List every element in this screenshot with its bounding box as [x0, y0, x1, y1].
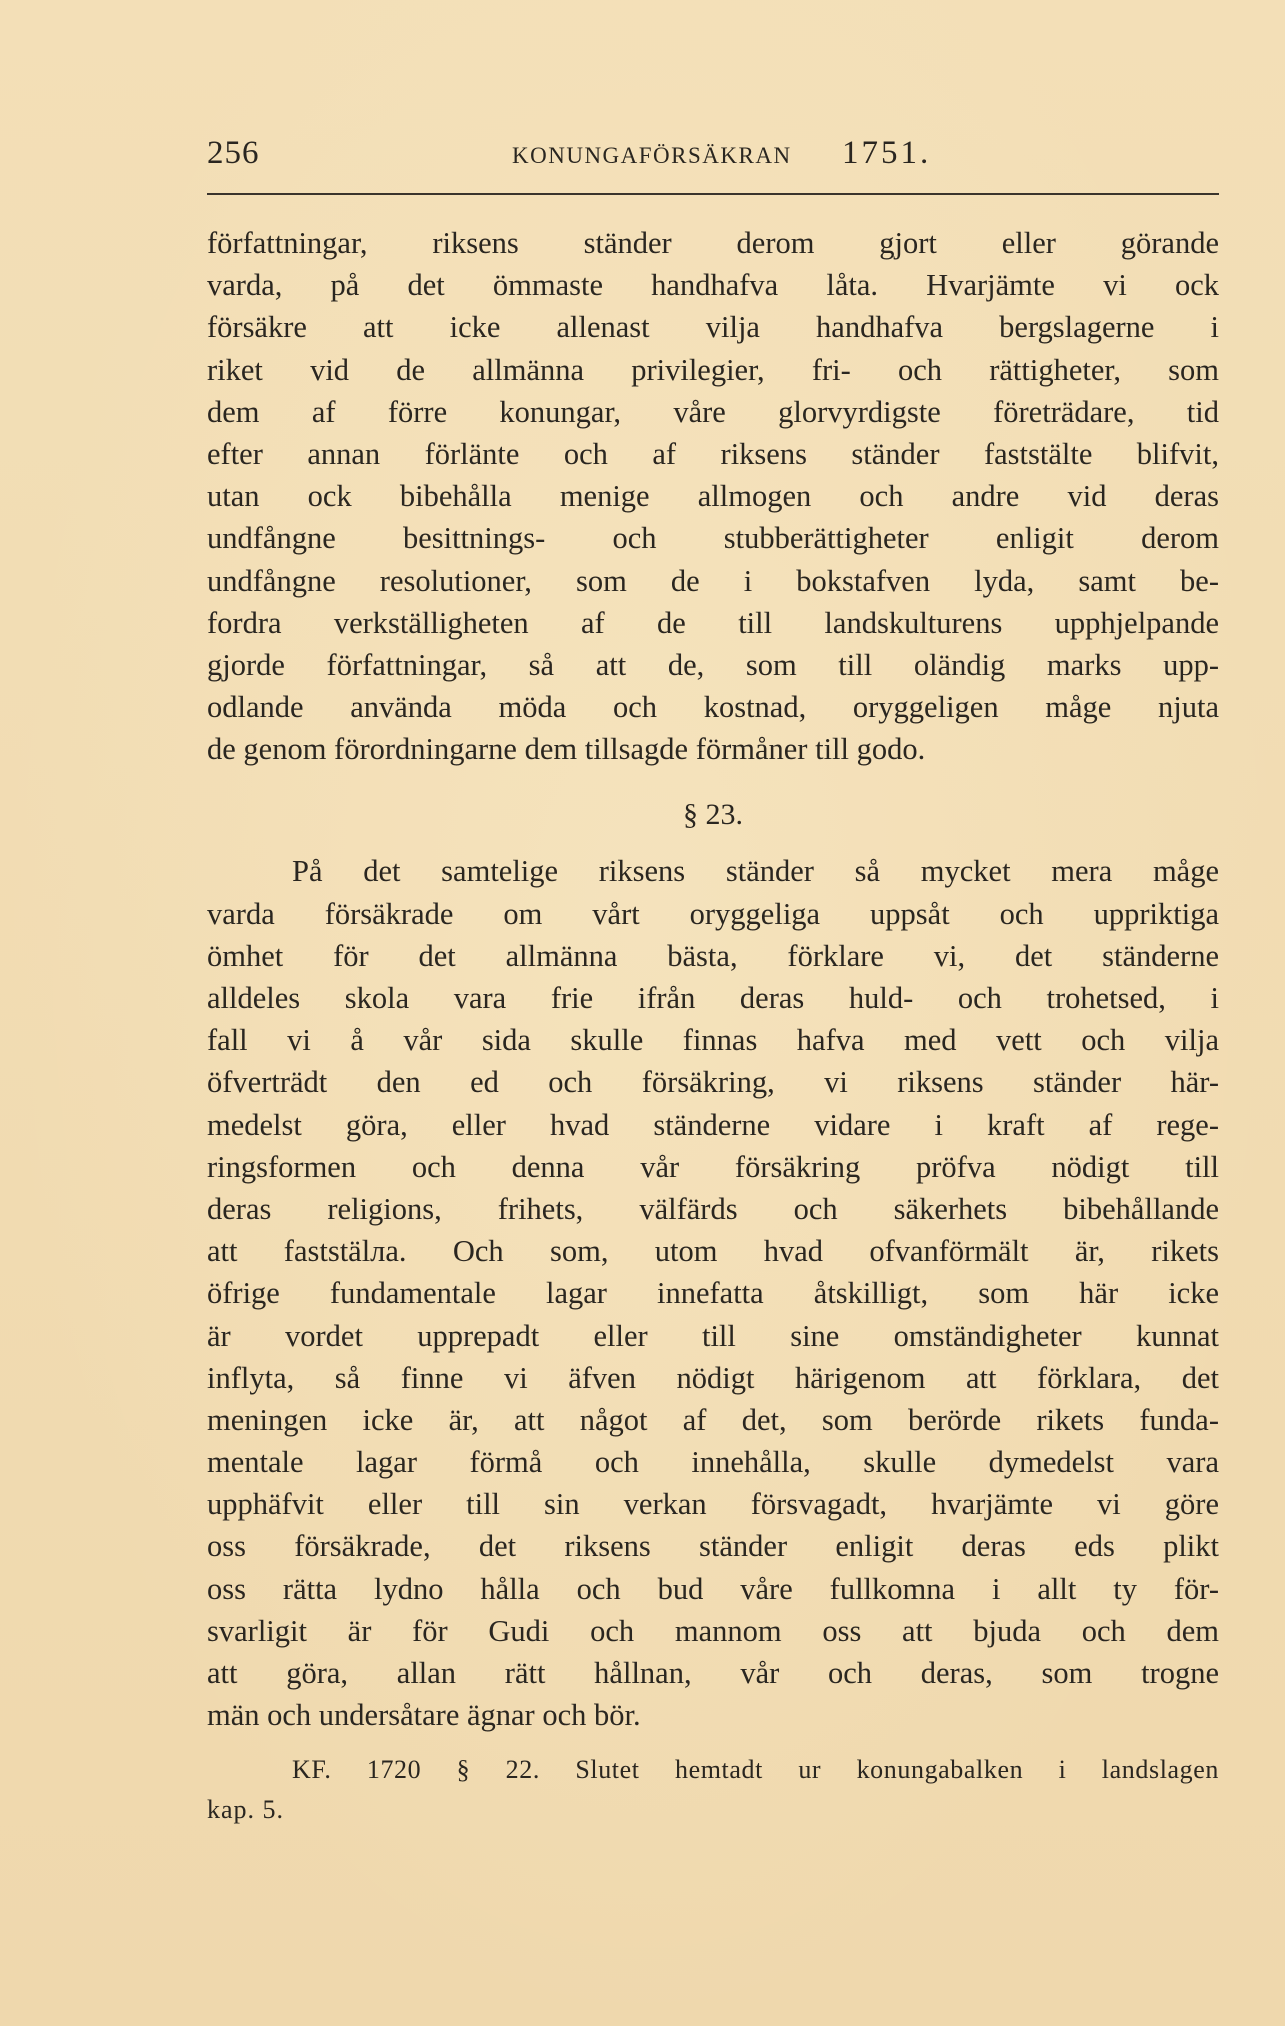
- text-line: efter annan förlänte och af riksens ständer faststälte blifvit,: [207, 436, 1219, 471]
- section-heading: § 23.: [683, 798, 743, 832]
- text-line: undfångne resolutioner, som de i bokstafven lyda, samt be-: [207, 563, 1219, 598]
- text-line: författningar, riksens ständer derom gjort eller görande: [207, 226, 1219, 260]
- text-line: försäkre att icke allenast vilja handhafva bergslagerne i: [207, 310, 1219, 345]
- text-line: medelst göra, eller hvad ständerne vidare i kraft af rege-: [207, 1107, 1219, 1142]
- text-line: På det samtelige riksens ständer så mycket mera måge: [292, 854, 1219, 889]
- page-header: [207, 135, 1219, 185]
- running-head-year: 1751.: [842, 135, 932, 171]
- text-line: meningen icke är, att något af det, som berörde rikets funda-: [207, 1402, 1219, 1437]
- text-line: alldeles skola vara frie ifrån deras huld- och trohetsed, i: [207, 981, 1219, 1015]
- body-text: [207, 222, 1219, 1736]
- text-line: upphäfvit eller till sin verkan försvagadt, hvarjämte vi göre: [207, 1487, 1219, 1522]
- text-line: män och undersåtare ägnar och bör.: [207, 1698, 641, 1733]
- paragraph-1: [207, 222, 1219, 770]
- text-line: riket vid de allmänna privilegier, fri- och rättigheter, som: [207, 352, 1219, 387]
- text-line: odlande använda möda och kostnad, oryggeligen måge njuta: [207, 690, 1219, 725]
- text-line: de genom förordningarne dem tillsagde förmåner till godo.: [207, 732, 926, 767]
- text-line: varda försäkrade om vårt oryggeliga uppsåt och uppriktiga: [207, 896, 1219, 931]
- text-line: svarligit är för Gudi och mannom oss att bjuda och dem: [207, 1613, 1219, 1648]
- footnote: [207, 1750, 1219, 1830]
- text-line: inflyta, så finne vi äfven nödigt härigenom att förklara, det: [207, 1360, 1219, 1395]
- text-line: utan ock bibehålla menige allmogen och andre vid deras: [207, 479, 1219, 514]
- text-line: att göra, allan rätt hållnan, vår och deras, som trogne: [207, 1656, 1219, 1690]
- text-line: öfrige fundamentale lagar innefatta åtskilligt, som här icke: [207, 1276, 1219, 1311]
- text-line: dem af förre konungar, våre glorvyrdigste företrädare, tid: [207, 394, 1219, 429]
- text-line: fordra verkställigheten af de till landskulturens upphjelpande: [207, 605, 1219, 640]
- text-line: öfverträdt den ed och försäkring, vi riksens ständer här-: [207, 1065, 1219, 1100]
- text-line: ringsformen och denna vår försäkring pröfva nödigt till: [207, 1149, 1219, 1184]
- text-line: fall vi å vår sida skulle finnas hafva med vett och vilja: [207, 1023, 1219, 1058]
- footnote-line: kap. 5.: [207, 1795, 285, 1824]
- text-line: deras religions, frihets, välfärds och säkerhets bibehållande: [207, 1191, 1219, 1226]
- text-line: oss rätta lydno hålla och bud våre fullkomna i allt ty för-: [207, 1571, 1219, 1606]
- text-line: ömhet för det allmänna bästa, förklare vi, det ständerne: [207, 938, 1219, 973]
- running-head: KONUNGAFÖRSÄKRAN: [512, 143, 792, 168]
- paragraph-2: [207, 850, 1219, 1736]
- text-line: gjorde författningar, så att de, som till oländig marks upp-: [207, 647, 1219, 682]
- page-number: 256: [207, 135, 260, 171]
- text-line: att faststälла. Och som, utom hvad ofvanförmält är, rikets: [207, 1234, 1219, 1269]
- header-rule: [207, 193, 1219, 195]
- text-line: varda, på det ömmaste handhafva låta. Hvarjämte vi ock: [207, 268, 1219, 303]
- text-line: oss försäkrade, det riksens ständer enligit deras eds plikt: [207, 1529, 1219, 1564]
- footnote-line: KF. 1720 § 22. Slutet hemtadt ur konungabalken i landslagen: [292, 1755, 1219, 1784]
- text-line: mentale lagar förmå och innehålla, skulle dymedelst vara: [207, 1445, 1219, 1480]
- text-line: undfångne besittnings- och stubberättigheter enligit derom: [207, 521, 1219, 556]
- text-line: är vordet upprepadt eller till sine omständigheter kunnat: [207, 1318, 1219, 1353]
